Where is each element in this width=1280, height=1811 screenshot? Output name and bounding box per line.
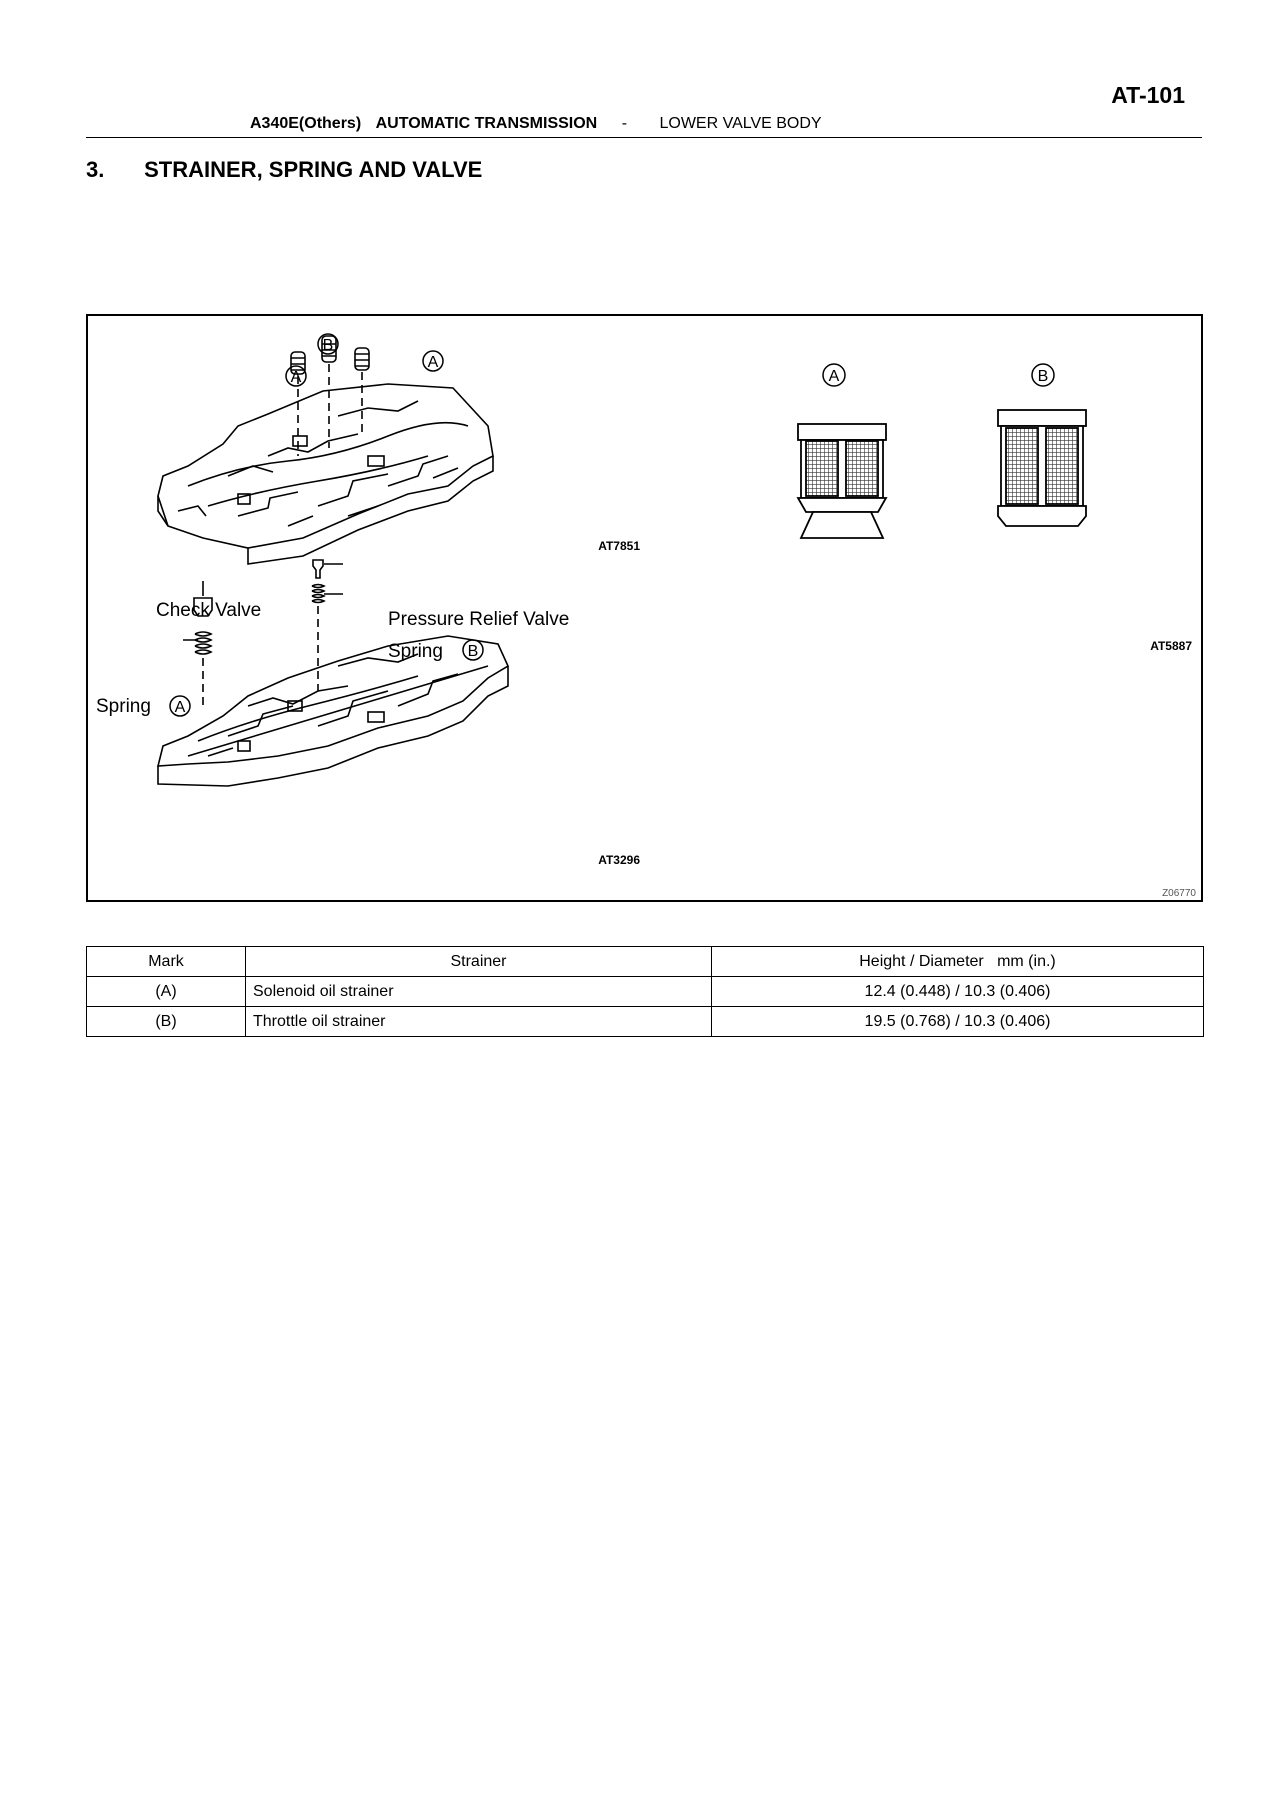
- figure-frame: [86, 314, 1203, 902]
- check-valve-label: Check Valve: [156, 600, 262, 621]
- spring-a-label: Spring: [96, 696, 151, 717]
- mark-a-label-top-left: [286, 366, 306, 386]
- mark-a-label-spring: [170, 696, 190, 716]
- mark-a-text: A: [290, 369, 302, 386]
- header-cell-strainer: Strainer: [246, 947, 712, 977]
- cell-dimension: 12.4 (0.448) / 10.3 (0.406): [712, 977, 1204, 1007]
- section-number: 3.: [86, 157, 105, 182]
- table-header-row: [87, 947, 1204, 977]
- strainer-table: [86, 946, 1204, 1037]
- upper-valve-body: [158, 384, 493, 564]
- figure-code-top-left: AT7851: [598, 539, 640, 553]
- mark-a-label-top-right: [423, 351, 443, 371]
- header-rule: [86, 137, 1202, 138]
- figure-code: Z06770: [1162, 888, 1196, 899]
- mark-b-text: B: [467, 643, 479, 660]
- mark-a-text: A: [174, 699, 186, 716]
- section-title: STRAINER, SPRING AND VALVE: [144, 157, 483, 182]
- table-row: [87, 1007, 1204, 1037]
- figure-code-bottom-left: AT3296: [598, 853, 640, 867]
- cell-mark: (B): [87, 1007, 246, 1037]
- page-header: [250, 115, 822, 133]
- strainer-a-drawing: [798, 424, 886, 538]
- mark-b-text: B: [1037, 368, 1049, 385]
- cell-mark: (A): [87, 977, 246, 1007]
- mark-b-label-spring: [463, 640, 483, 660]
- mark-b-text: B: [322, 337, 334, 354]
- pressure-relief-valve-label: Pressure Relief Valve: [388, 609, 570, 630]
- mark-a-text: A: [828, 368, 840, 385]
- header-system: AUTOMATIC TRANSMISSION: [375, 115, 598, 132]
- figure-code-right: AT5887: [1150, 639, 1192, 653]
- spring-b-label: Spring: [388, 641, 443, 662]
- cell-strainer: Solenoid oil strainer: [246, 977, 712, 1007]
- mark-a-text: A: [427, 354, 439, 371]
- mark-a-label-right: [823, 364, 845, 386]
- valve-body-illustration: [88, 316, 1201, 900]
- table-row: [87, 977, 1204, 1007]
- header-section: LOWER VALVE BODY: [659, 115, 822, 132]
- header-cell-mark: Mark: [87, 947, 246, 977]
- lower-valve-body: [158, 636, 508, 786]
- mark-b-label-right: [1032, 364, 1054, 386]
- cell-strainer: Throttle oil strainer: [246, 1007, 712, 1037]
- page-number: AT-101: [1111, 82, 1185, 108]
- lower-valve-parts: [183, 560, 343, 706]
- header-cell-dimension: Height / Diameter mm (in.): [712, 947, 1204, 977]
- strainer-b-drawing: [998, 410, 1086, 526]
- section-heading: [86, 157, 482, 183]
- cell-dimension: 19.5 (0.768) / 10.3 (0.406): [712, 1007, 1204, 1037]
- header-separator: -: [621, 115, 628, 132]
- header-model: A340E(Others): [250, 115, 362, 132]
